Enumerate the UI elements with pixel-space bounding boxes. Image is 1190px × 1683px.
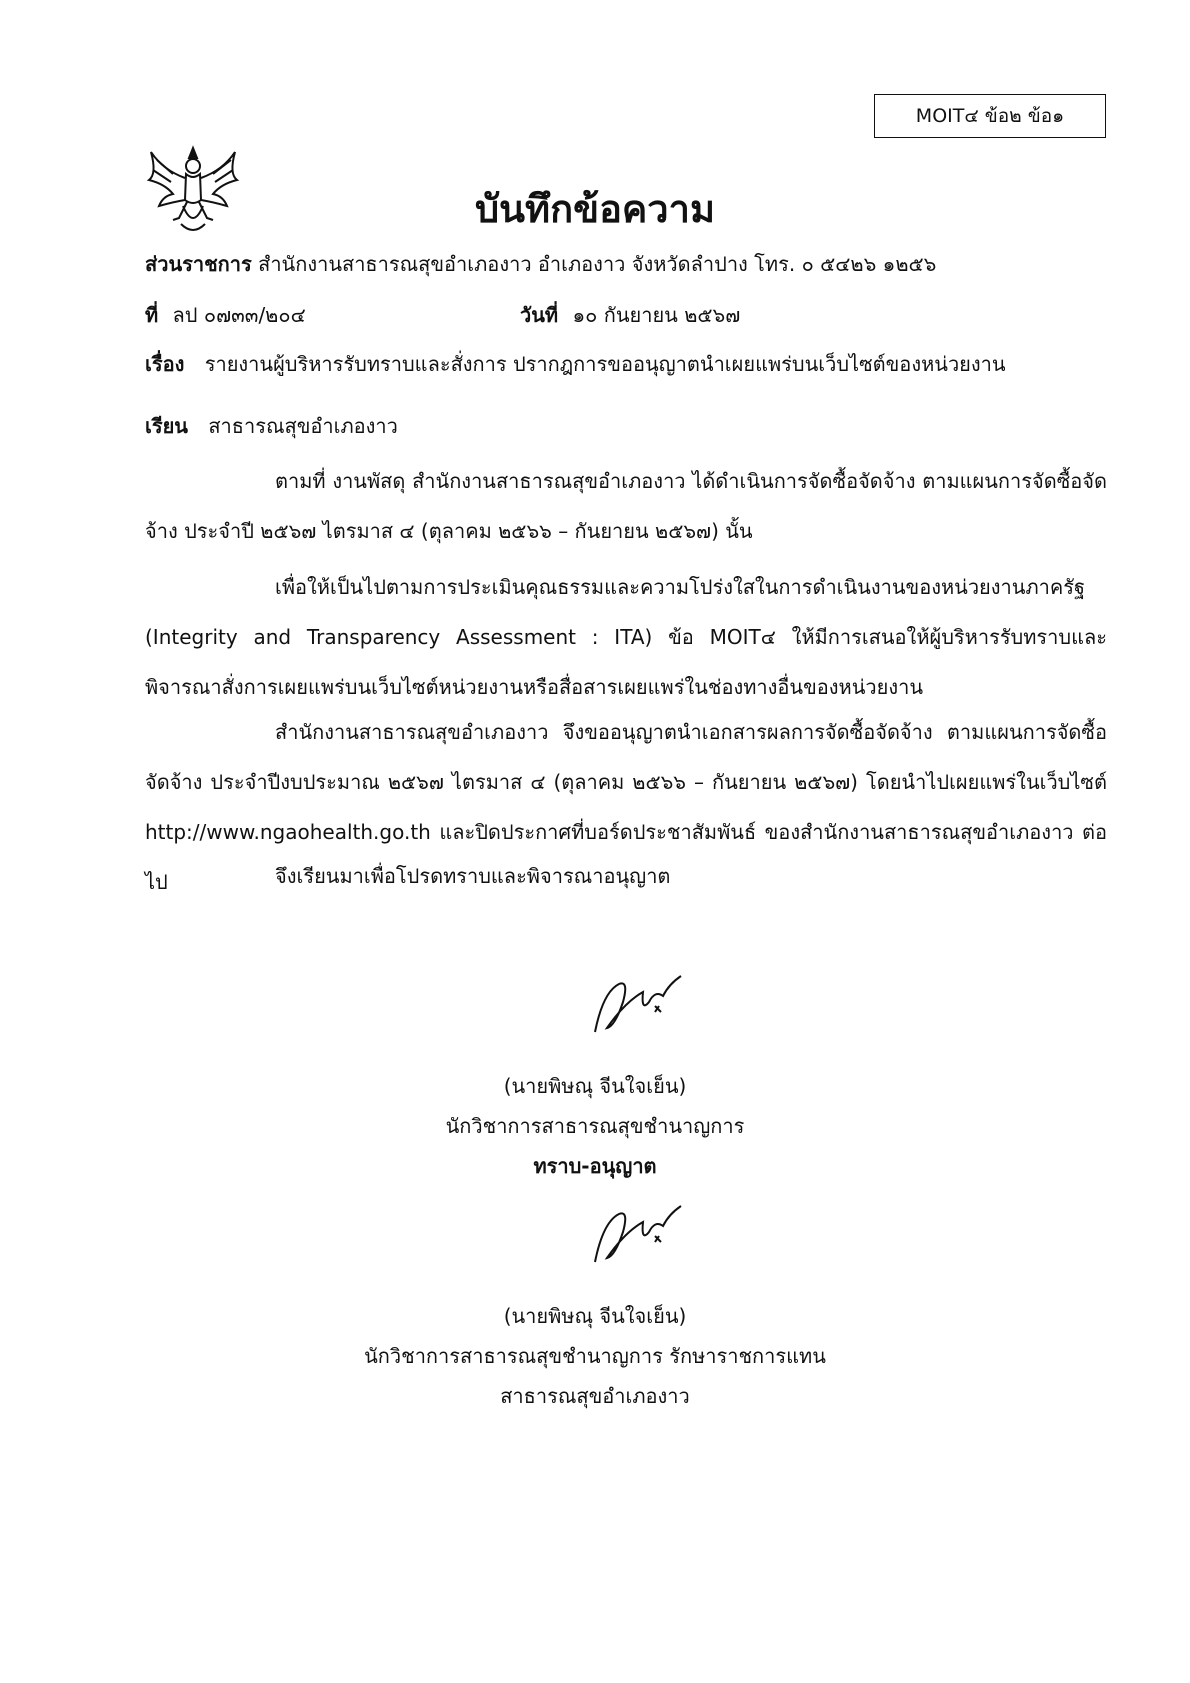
agency-value: สำนักงานสาธารณสุขอำเภองาว อำเภองาว จังหวัดลำปาง โทร. ๐ ๕๔๒๖ ๑๒๕๖ xyxy=(258,252,937,276)
document-code: MOIT๔ ข้อ๒ ข้อ๑ xyxy=(915,105,1065,127)
signer-2-office: สาธารณสุขอำเภองาว xyxy=(500,1384,690,1408)
subject-line xyxy=(145,348,1006,380)
paragraph-3: สำนักงานสาธารณสุขอำเภองาว จึงขออนุญาตนำเอกสารผลการจัดซื้อจัดจ้าง ตามแผนการจัดซื้อจัดจ้าง ประจำปีงบประมาณ ๒๕๖๗ ไตรมาส ๔ (ตุลาคม ๒๕๖๖ – กันยายน ๒๕๖๗) โดยนำไปเผยแพร่ในเว็บไซต์ http://www.ngaohealth.go.th และปิดประกาศที่บอร์ดประชาสัมพันธ์ ของสำนักงานสาธารณสุขอำเภองาว ต่อไป xyxy=(145,720,1107,894)
subject-value: รายงานผู้บริหารรับทราบและสั่งการ ปรากฎการขออนุญาตนำเผยแพร่บนเว็บไซต์ของหน่วยงาน xyxy=(204,352,1006,376)
salutation-value: สาธารณสุขอำเภองาว xyxy=(208,414,398,438)
signature-2 xyxy=(585,1192,695,1272)
signer-1-position: นักวิชาการสาธารณสุขชำนาญการ xyxy=(445,1114,745,1138)
memo-title: บันทึกข้อความ xyxy=(474,187,716,231)
closing-line: จึงเรียนมาเพื่อโปรดทราบและพิจารณาอนุญาต xyxy=(275,864,671,888)
salutation-line xyxy=(145,410,398,442)
salutation-label: เรียน xyxy=(145,414,188,438)
signature-1 xyxy=(585,962,695,1042)
signer-1-name: (นายพิษณุ จีนใจเย็น) xyxy=(503,1074,687,1098)
document-code-box xyxy=(874,94,1106,138)
agency-line xyxy=(145,248,936,280)
date-label: วันที่ xyxy=(520,303,559,327)
signer-2-name: (นายพิษณุ จีนใจเย็น) xyxy=(503,1304,687,1328)
paragraph-2: เพื่อให้เป็นไปตามการประเมินคุณธรรมและความโปร่งใสในการดำเนินงานของหน่วยงานภาครัฐ (Integrity and Transparency Assessment : ITA) ข้อ MOIT๔ ให้มีการเสนอให้ผู้บริหารรับทราบและพิจารณาสั่งการเผยแพร่บนเว็บไซต์หน่วยงานหรือสื่อสารเผยแพร่ในช่องทางอื่นของหน่วยงาน xyxy=(145,575,1107,699)
paragraph-1: ตามที่ งานพัสดุ สำนักงานสาธารณสุขอำเภองาว ได้ดำเนินการจัดซื้อจัดจ้าง ตามแผนการจัดซื้อจัดจ้าง ประจำปี ๒๕๖๗ ไตรมาส ๔ (ตุลาคม ๒๕๖๖ – กันยายน ๒๕๖๗) นั้น xyxy=(145,469,1107,543)
signer-2-position: นักวิชาการสาธารณสุขชำนาญการ รักษาราชการแทน xyxy=(364,1344,826,1368)
approval-text: ทราบ-อนุญาต xyxy=(533,1154,657,1178)
subject-label: เรื่อง xyxy=(145,352,185,376)
reference-line xyxy=(145,299,306,331)
reference-value: ลป ๐๗๓๓/๒๐๔ xyxy=(172,303,306,327)
date-value: ๑๐ กันยายน ๒๕๖๗ xyxy=(572,303,741,327)
reference-label: ที่ xyxy=(145,303,159,327)
agency-label: ส่วนราชการ xyxy=(145,252,252,276)
date-line xyxy=(520,299,740,331)
